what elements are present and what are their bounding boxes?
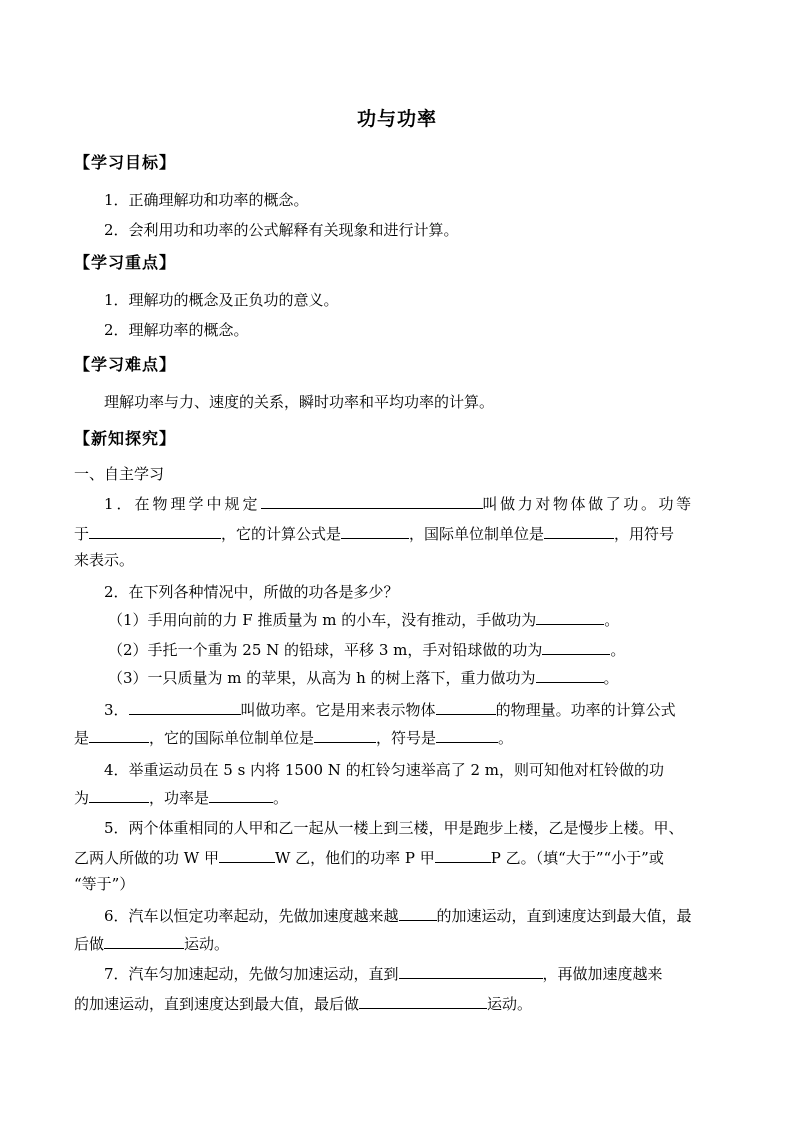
answer-blank[interactable] — [536, 610, 604, 625]
question-5-line-2: 乙两人所做的功 W 甲 W 乙，他们的功率 P 甲 P 乙。（填“大于”“小于”或 — [74, 849, 664, 867]
question-2-item-1: （1）手用向前的力 F 推质量为 m 的小车，没有推动，手做功为 。 — [108, 611, 620, 629]
objective-item: 1．正确理解功和功率的概念。 — [104, 191, 309, 209]
key-point-item: 1．理解功的概念及正负功的意义。 — [104, 291, 339, 309]
question-4-line-2: 为 ，功率是 。 — [74, 789, 289, 807]
key-point-item: 2．理解功率的概念。 — [104, 321, 249, 339]
question-5-line-3: “等于”） — [74, 875, 135, 893]
answer-blank[interactable] — [436, 700, 496, 715]
answer-blank[interactable] — [104, 934, 184, 949]
section-heading-difficulties: 【学习难点】 — [74, 355, 177, 374]
question-1-line-3: 来表示。 — [74, 551, 135, 569]
answer-blank[interactable] — [261, 494, 483, 509]
answer-blank[interactable] — [89, 788, 149, 803]
question-6-line-1: 6．汽车以恒定功率起动，先做加速度越来越 的加速运动，直到速度达到最大值，最 — [104, 907, 692, 925]
question-6-line-2: 后做 运动。 — [74, 935, 230, 953]
answer-blank[interactable] — [341, 524, 409, 539]
answer-blank[interactable] — [314, 728, 376, 743]
answer-blank[interactable] — [359, 994, 487, 1009]
question-3-line-1: 3． 叫做功率。它是用来表示物体 的物理量。功率的计算公式 — [104, 701, 676, 719]
answer-blank[interactable] — [435, 848, 491, 863]
answer-blank[interactable] — [399, 906, 437, 921]
section-heading-explore: 【新知探究】 — [74, 429, 177, 448]
answer-blank[interactable] — [536, 668, 604, 683]
difficulty-text: 理解功率与力、速度的关系，瞬时功率和平均功率的计算。 — [104, 393, 495, 411]
question-1-line-2: 于 ，它的计算公式是 ，国际单位制单位是 ，用符号 — [74, 525, 675, 543]
question-7-line-1: 7．汽车匀加速起动，先做匀加速运动，直到 ，再做加速度越来 — [104, 965, 663, 983]
answer-blank[interactable] — [129, 700, 241, 715]
part-heading: 一、自主学习 — [74, 465, 165, 483]
question-1-line-1: 1．在物理学中规定 叫做力对物体做了功。功等 — [104, 495, 694, 513]
answer-blank[interactable] — [436, 728, 498, 743]
answer-blank[interactable] — [399, 964, 543, 979]
answer-blank[interactable] — [544, 524, 614, 539]
section-heading-objectives: 【学习目标】 — [74, 153, 177, 172]
question-2-stem: 2．在下列各种情况中，所做的功各是多少？ — [104, 583, 399, 601]
answer-blank[interactable] — [219, 848, 275, 863]
objective-item: 2．会利用功和功率的公式解释有关现象和进行计算。 — [104, 221, 459, 239]
answer-blank[interactable] — [89, 524, 221, 539]
question-7-line-2: 的加速运动，直到速度达到最大值，最后做 运动。 — [74, 995, 533, 1013]
answer-blank[interactable] — [89, 728, 149, 743]
page-title: 功与功率 — [356, 108, 437, 130]
answer-blank[interactable] — [209, 788, 273, 803]
answer-blank[interactable] — [542, 640, 610, 655]
question-3-line-2: 是 ，它的国际单位制单位是 ，符号是 。 — [74, 729, 514, 747]
question-4-line-1: 4．举重运动员在 5 s 内将 1500 N 的杠铃匀速举高了 2 m，则可知他对杠铃做的功 — [104, 761, 664, 779]
question-5-line-1: 5．两个体重相同的人甲和乙一起从一楼上到三楼，甲是跑步上楼，乙是慢步上楼。甲、 — [104, 819, 684, 837]
section-heading-key-points: 【学习重点】 — [74, 253, 177, 272]
question-2-item-2: （2）手托一个重为 25 N 的铅球，平移 3 m，手对铅球做的功为 。 — [108, 641, 626, 659]
question-2-item-3: （3）一只质量为 m 的苹果，从高为 h 的树上落下，重力做功为 。 — [108, 669, 619, 687]
